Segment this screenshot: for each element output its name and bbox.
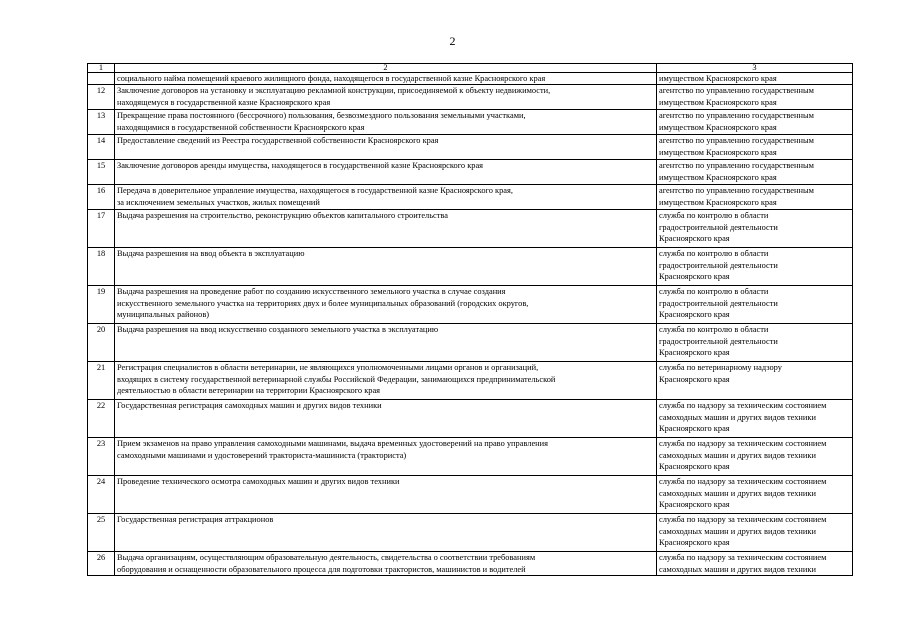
service-name: Прием экзаменов на право управления самоходными машинами, выдача временных удостоверений на право управления самоходными машинами и удостоверений тракториста-машиниста (тракториста) xyxy=(115,438,657,476)
row-number: 13 xyxy=(88,110,115,135)
table-row xyxy=(88,476,853,514)
row-number: 21 xyxy=(88,362,115,400)
responsible-agency: служба по надзору за техническим состоянием самоходных машин и других видов техники Красноярского края xyxy=(657,514,853,552)
service-name: Регистрация специалистов в области ветеринарии, не являющихся уполномоченными лицами органов и организаций, входящих в систему государственной ветеринарной службы Российской Федерации, занимающихся предпринимательской деятельностью в области ветеринарии на территории Красноярского края xyxy=(115,362,657,400)
row-number: 17 xyxy=(88,210,115,248)
responsible-agency: служба по надзору за техническим состоянием самоходных машин и других видов техники Красноярского края xyxy=(657,438,853,476)
row-number: 20 xyxy=(88,324,115,362)
header-col-2: 2 xyxy=(115,64,657,73)
responsible-agency: служба по надзору за техническим состоянием самоходных машин и других видов техники Красноярского края xyxy=(657,476,853,514)
responsible-agency: служба по ветеринарному надзору Красноярского края xyxy=(657,362,853,400)
responsible-agency: служба по надзору за техническим состоянием самоходных машин и других видов техники Красноярского края xyxy=(657,400,853,438)
row-number: 16 xyxy=(88,185,115,210)
table-row xyxy=(88,135,853,160)
responsible-agency: служба по контролю в области градостроительной деятельности Красноярского края xyxy=(657,324,853,362)
responsible-agency: служба по контролю в области градостроительной деятельности Красноярского края xyxy=(657,210,853,248)
row-number: 19 xyxy=(88,286,115,324)
table-row xyxy=(88,362,853,400)
responsible-agency: агентство по управлению государственным имуществом Красноярского края xyxy=(657,185,853,210)
responsible-agency: агентство по управлению государственным имуществом Красноярского края xyxy=(657,110,853,135)
row-number: 25 xyxy=(88,514,115,552)
service-name: Заключение договоров на установку и эксплуатацию рекламной конструкции, присоединяемой к объекту недвижимости, находящемуся в государственной казне Красноярского края xyxy=(115,85,657,110)
responsible-agency: служба по надзору за техническим состоянием самоходных машин и других видов техники xyxy=(657,552,853,576)
service-name: Выдача разрешения на ввод искусственно созданного земельного участка в эксплуатацию xyxy=(115,324,657,362)
responsible-agency: имуществом Красноярского края xyxy=(657,73,853,85)
table-header-row xyxy=(88,64,853,73)
table-row xyxy=(88,110,853,135)
row-number: 23 xyxy=(88,438,115,476)
table-row xyxy=(88,210,853,248)
service-name: Выдача разрешения на строительство, реконструкцию объектов капитального строительства xyxy=(115,210,657,248)
table-row xyxy=(88,324,853,362)
services-table xyxy=(87,63,853,576)
service-name: Проведение технического осмотра самоходных машин и других видов техники xyxy=(115,476,657,514)
table-row xyxy=(88,85,853,110)
row-number xyxy=(88,73,115,85)
service-name: Прекращение права постоянного (бессрочного) пользования, безвозмездного пользования земельными участками, находящимися в государственной собственности Красноярского края xyxy=(115,110,657,135)
service-name: Заключение договоров аренды имущества, находящегося в государственной казне Красноярского края xyxy=(115,160,657,185)
header-col-3: 3 xyxy=(657,64,853,73)
row-number: 24 xyxy=(88,476,115,514)
row-number: 14 xyxy=(88,135,115,160)
header-col-1: 1 xyxy=(88,64,115,73)
page-number: 2 xyxy=(449,34,456,48)
responsible-agency: служба по контролю в области градостроительной деятельности Красноярского края xyxy=(657,286,853,324)
responsible-agency: агентство по управлению государственным имуществом Красноярского края xyxy=(657,85,853,110)
table-row xyxy=(88,400,853,438)
service-name: социального найма помещений краевого жилищного фонда, находящегося в государственной казне Красноярского края xyxy=(115,73,657,85)
row-number: 18 xyxy=(88,248,115,286)
service-name: Предоставление сведений из Реестра государственной собственности Красноярского края xyxy=(115,135,657,160)
responsible-agency: служба по контролю в области градостроительной деятельности Красноярского края xyxy=(657,248,853,286)
service-name: Передача в доверительное управление имущества, находящегося в государственной казне Красноярского края, за исключением земельных участков, жилых помещений xyxy=(115,185,657,210)
table-row xyxy=(88,160,853,185)
responsible-agency: агентство по управлению государственным имуществом Красноярского края xyxy=(657,135,853,160)
table-row xyxy=(88,73,853,85)
row-number: 12 xyxy=(88,85,115,110)
service-name: Государственная регистрация самоходных машин и других видов техники xyxy=(115,400,657,438)
service-name: Выдача разрешения на ввод объекта в эксплуатацию xyxy=(115,248,657,286)
table-row xyxy=(88,514,853,552)
service-name: Выдача разрешения на проведение работ по созданию искусственного земельного участка в случае создания искусственного земельного участка на территориях двух и более муниципальных образований (городских округов, муниципальных районов) xyxy=(115,286,657,324)
table-row xyxy=(88,248,853,286)
row-number: 26 xyxy=(88,552,115,576)
responsible-agency: агентство по управлению государственным имуществом Красноярского края xyxy=(657,160,853,185)
table-row xyxy=(88,552,853,576)
service-name: Государственная регистрация аттракционов xyxy=(115,514,657,552)
table-row xyxy=(88,438,853,476)
table-row xyxy=(88,286,853,324)
row-number: 22 xyxy=(88,400,115,438)
service-name: Выдача организациям, осуществляющим образовательную деятельность, свидетельства о соответствии требованиям оборудования и оснащенности образовательного процесса для подготовки трактористов, машинистов и водителей xyxy=(115,552,657,576)
table-row xyxy=(88,185,853,210)
row-number: 15 xyxy=(88,160,115,185)
